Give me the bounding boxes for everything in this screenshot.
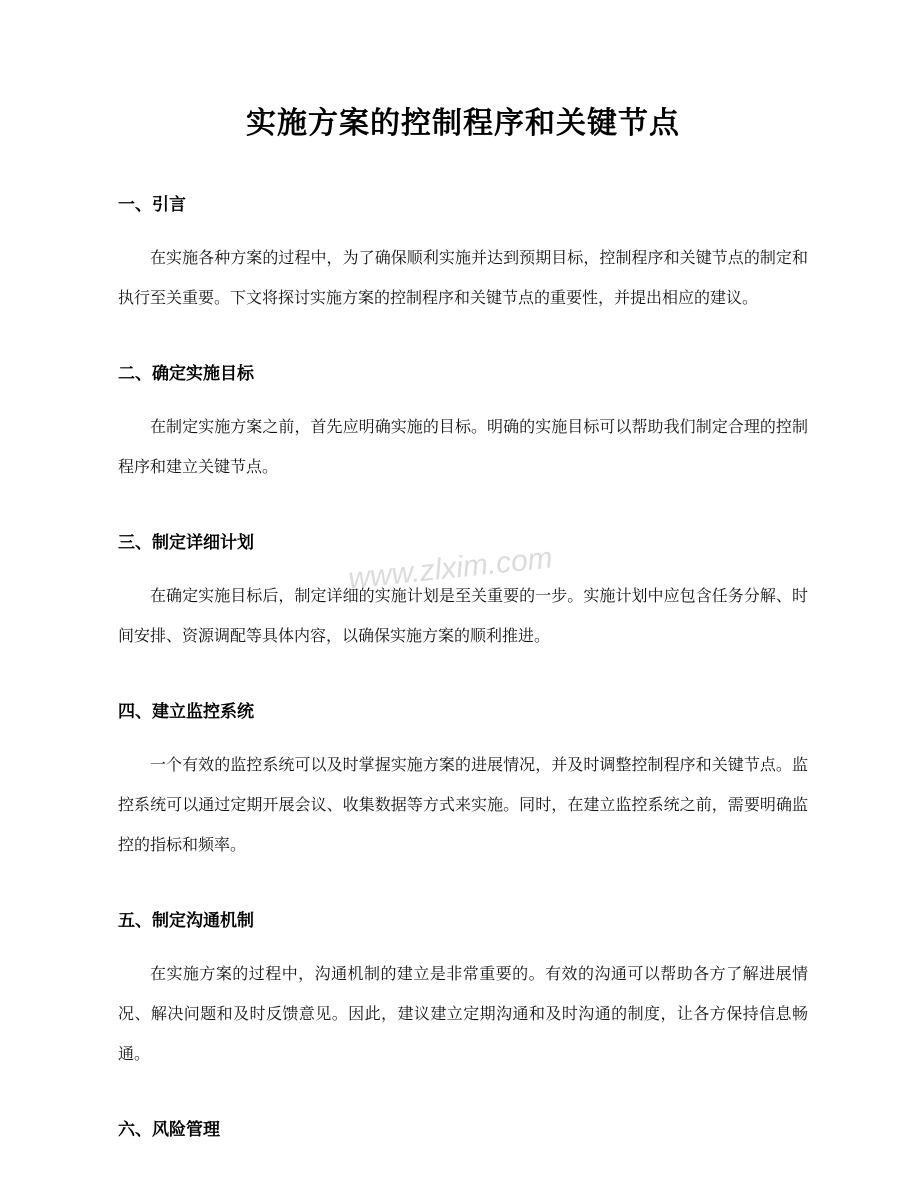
- section-heading-4: 四、建立监控系统: [118, 702, 254, 721]
- section-paragraph: 在制定实施方案之前，首先应明确实施的目标。明确的实施目标可以帮助我们制定合理的控制程序和建立关键节点。: [118, 419, 808, 476]
- section-heading-2: 二、确定实施目标: [118, 364, 254, 383]
- section-paragraph: 一个有效的监控系统可以及时掌握实施方案的进展情况，并及时调整控制程序和关键节点。监控系统可以通过定期开展会议、收集数据等方式来实施。同时，在建立监控系统之前，需要明确监控的指标和频率。: [118, 757, 808, 854]
- section-heading-3: 三、制定详细计划: [118, 533, 254, 552]
- section-heading-5: 五、制定沟通机制: [118, 911, 254, 930]
- section-paragraph: 在确定实施目标后，制定详细的实施计划是至关重要的一步。实施计划中应包含任务分解、时间安排、资源调配等具体内容，以确保实施方案的顺利推进。: [118, 588, 808, 645]
- document-title: 实施方案的控制程序和关键节点: [246, 107, 680, 140]
- document-body: [118, 190, 808, 1140]
- watermark-text: www.zlxim.com: [346, 541, 555, 596]
- section-paragraph: 在实施方案的过程中，沟通机制的建立是非常重要的。有效的沟通可以帮助各方了解进展情况、解决问题和及时反馈意见。因此，建议建立定期沟通和及时沟通的制度，让各方保持信息畅通。: [118, 966, 808, 1063]
- section-paragraph: 在实施各种方案的过程中，为了确保顺利实施并达到预期目标，控制程序和关键节点的制定和执行至关重要。下文将探讨实施方案的控制程序和关键节点的重要性，并提出相应的建议。: [118, 250, 808, 307]
- section-heading-1: 一、引言: [118, 195, 186, 214]
- section-heading-6: 六、风险管理: [118, 1120, 220, 1139]
